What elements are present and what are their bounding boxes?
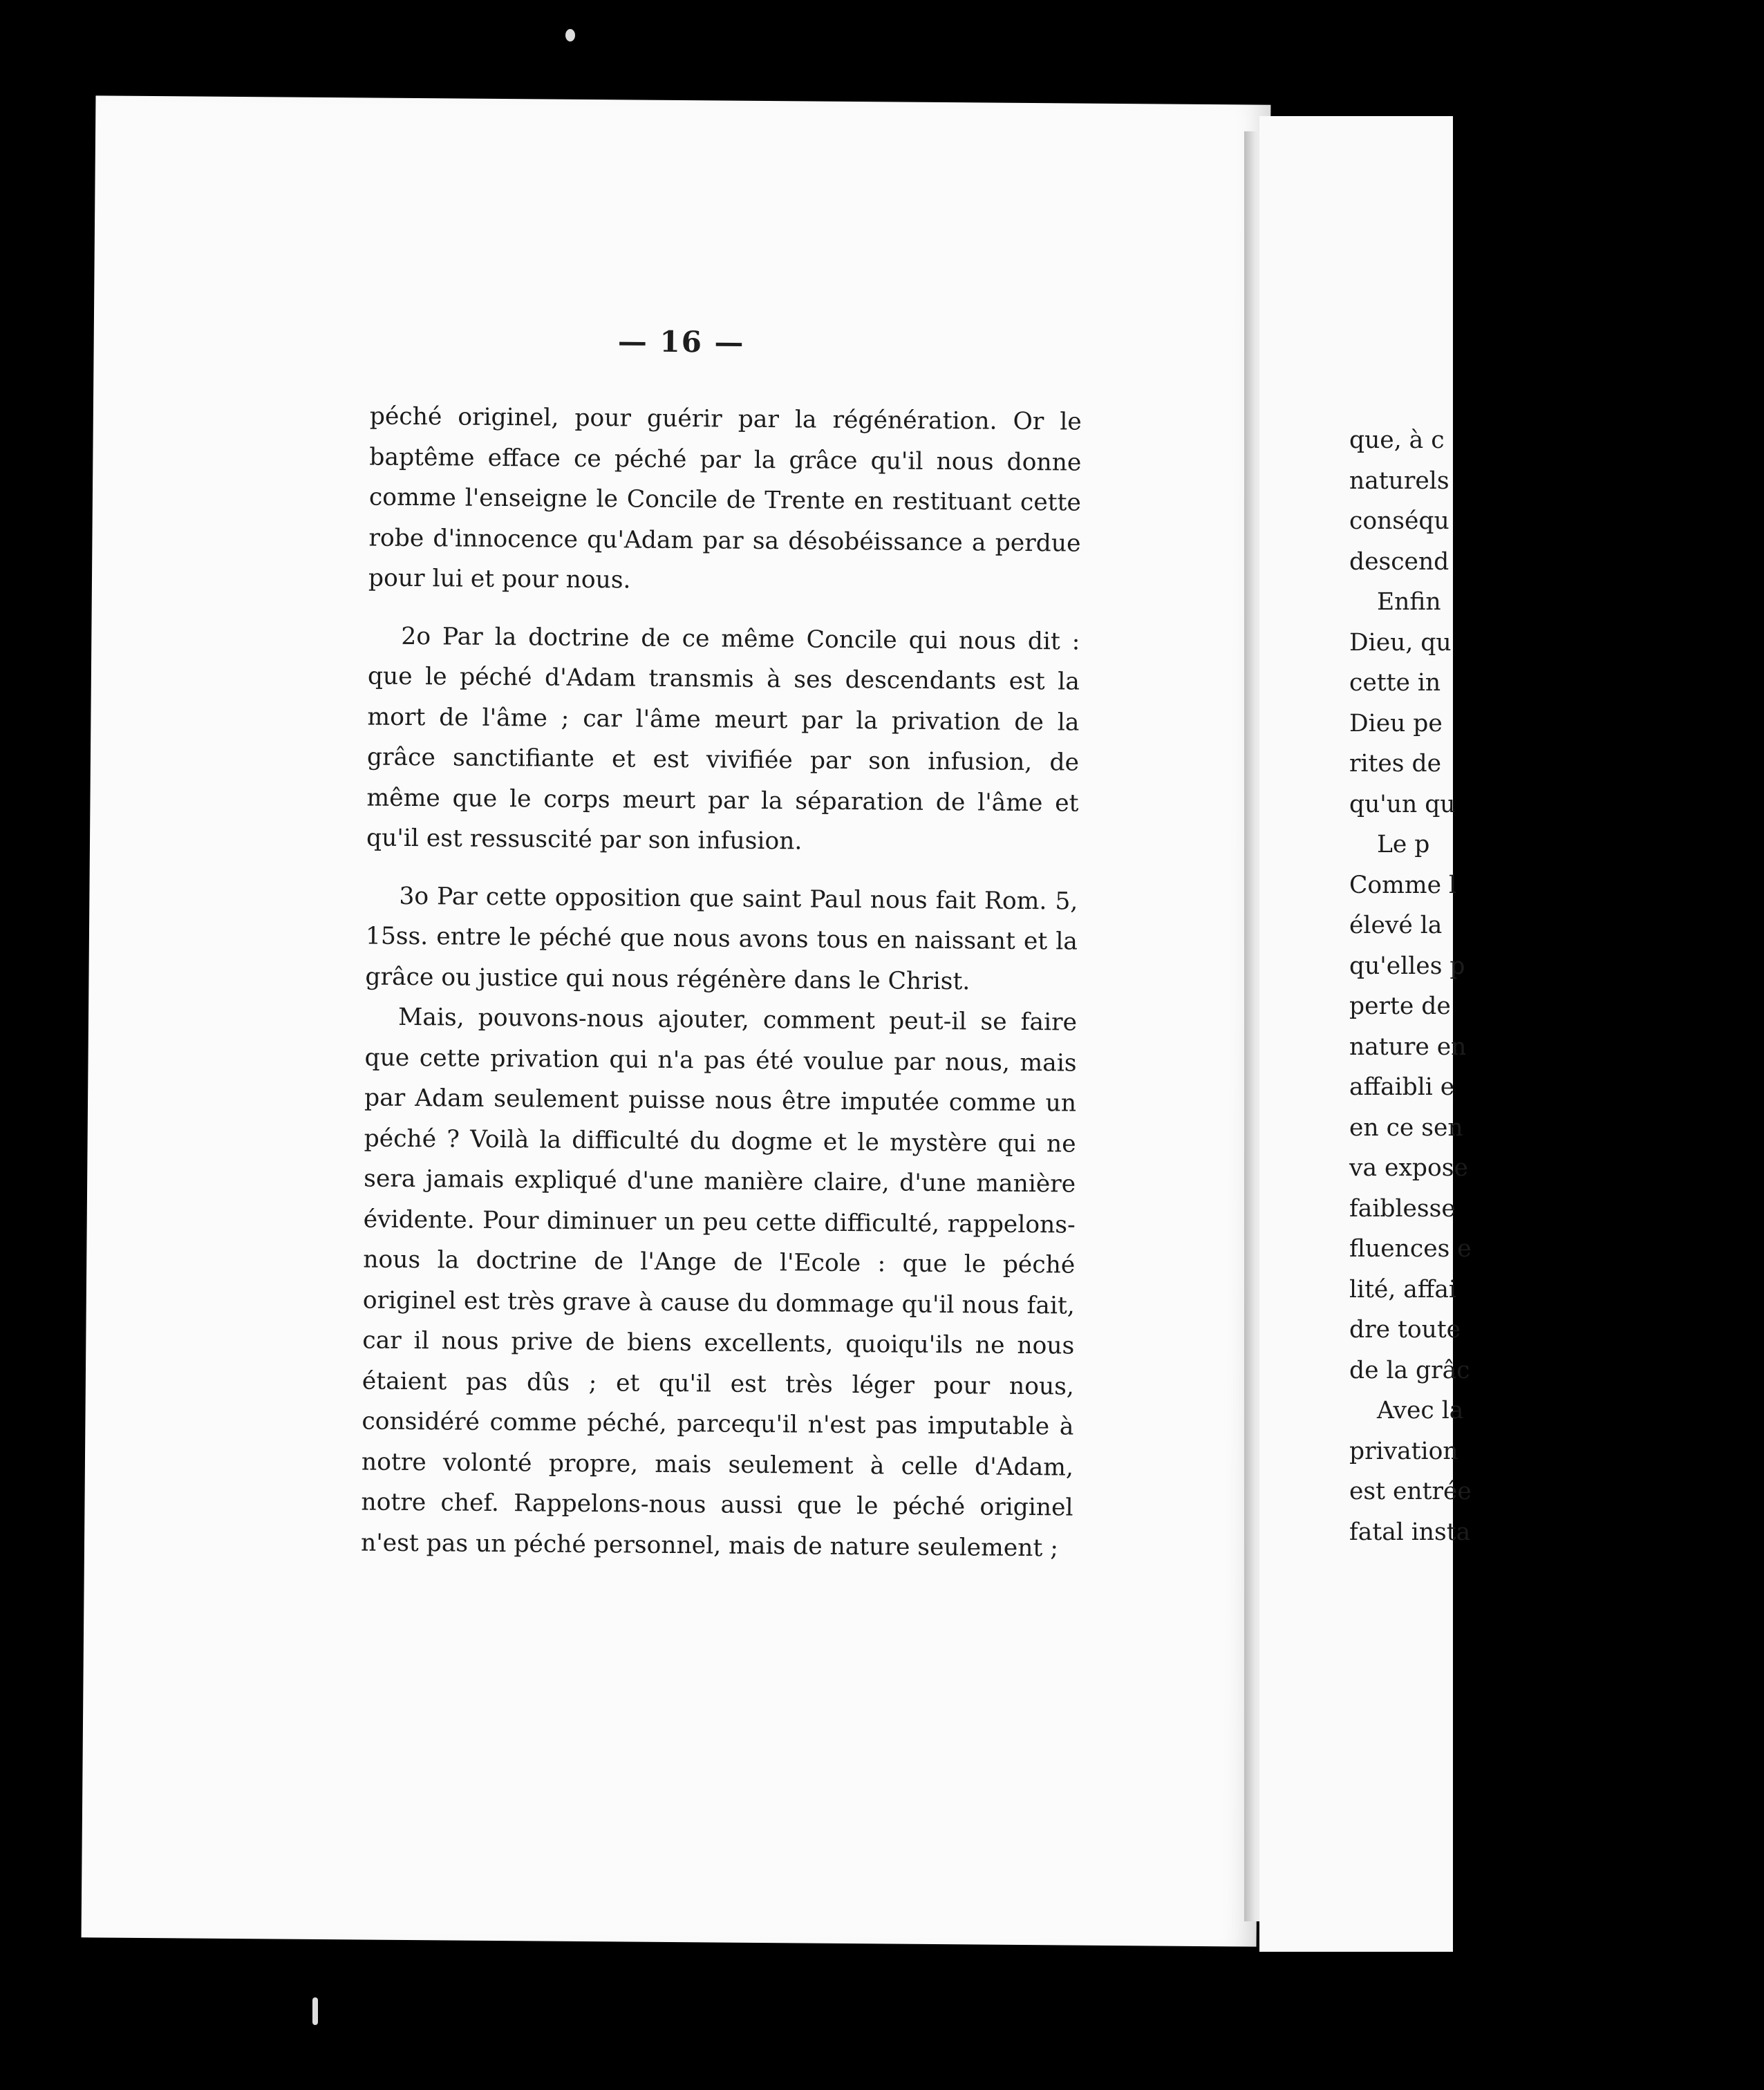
paragraph: 3o Par cette opposition que saint Paul nous fait Rom. 5, 15ss. entre le péché que nous avons tous en naissant et la grâce ou justice qui nous régénère dans le Christ.	[365, 882, 1078, 995]
text-line: fluences e	[1349, 1235, 1472, 1263]
left-page-body	[361, 396, 1082, 1568]
text-line: Le p	[1377, 831, 1430, 858]
text-line: cette in	[1349, 669, 1441, 697]
text-line: privation	[1349, 1437, 1458, 1465]
paragraph: péché originel, pour guérir par la régénération. Or le baptême efface ce péché par la grâce qu'il nous donne comme l'enseigne le Concile de Trente en restituant cette robe d'innocence qu'Adam par sa désobéissance a perdue pour lui et pour nous.	[368, 402, 1082, 594]
text-line: élevé la	[1349, 912, 1443, 939]
text-line: rites de	[1349, 750, 1441, 778]
page-number: — 16 —	[617, 324, 745, 359]
right-page	[1259, 116, 1472, 1952]
text-line: qu'elles p	[1349, 952, 1465, 980]
left-page	[82, 95, 1271, 1946]
text-line: de la grâc	[1349, 1356, 1470, 1384]
text-line: perte de	[1349, 992, 1451, 1020]
text-line: Avec la	[1377, 1397, 1464, 1424]
text-line: lité, affai	[1349, 1275, 1456, 1303]
text-line: fatal insta	[1349, 1518, 1471, 1546]
text-line: est entrée	[1349, 1478, 1472, 1505]
right-page-body	[1349, 420, 1764, 1552]
text-line: Comme l	[1349, 871, 1457, 899]
text-line: Dieu pe	[1349, 709, 1443, 737]
paragraph: 2o Par la doctrine de ce même Concile qui nous dit : que le péché d'Adam transmis à ses descendants est la mort de l'âme ; car l'âme meurt par la privation de la grâce sanctifiante et est vivifiée par son infusion, de même que le corps meurt par la séparation de l'âme et qu'il est ressuscité par son infusion.	[366, 622, 1080, 856]
text-line: va expose	[1349, 1154, 1468, 1182]
text-line: en ce sen	[1349, 1113, 1463, 1142]
text-line: naturels	[1349, 467, 1449, 495]
text-line: nature en	[1349, 1033, 1467, 1061]
text-line: affaibli e	[1349, 1073, 1455, 1101]
text-line: qu'un qu	[1349, 790, 1456, 818]
text-line: que, à c	[1349, 426, 1445, 454]
paragraph: Mais, pouvons-nous ajouter, comment peut-il se faire que cette privation qui n'a pas été voulue par nous, mais par Adam seulement puisse nous être imputée comme un péché ? Voilà la difficulté du dogme et le mystère qui ne sera jamais expliqué d'une manière claire, d'une manière évidente. Pour diminuer un peu cette difficulté, rappelons-nous la doctrine de l'Ange de l'Ecole : que le péché originel est très grave à cause du dommage qu'il nous fait, car il nous prive de biens excellents, quoiqu'ils ne nous étaient pas dûs ; et qu'il est très léger pour nous, considéré comme péché, parcequ'il n'est pas imputable à notre volonté propre, mais seulement à celle d'Adam, notre chef. Rappelons-nous aussi que le péché originel n'est pas un péché personnel, mais de nature seulement ;	[360, 1003, 1078, 1562]
scan-speck	[312, 1997, 318, 2025]
text-line: dre toute	[1349, 1316, 1461, 1344]
text-line: descend	[1349, 547, 1449, 576]
scan-speck	[565, 29, 575, 41]
text-line: Enfin	[1377, 588, 1441, 616]
text-line: conséqu	[1349, 507, 1449, 535]
text-line: faiblesse	[1349, 1194, 1456, 1223]
text-line: Dieu, qu	[1349, 628, 1452, 657]
